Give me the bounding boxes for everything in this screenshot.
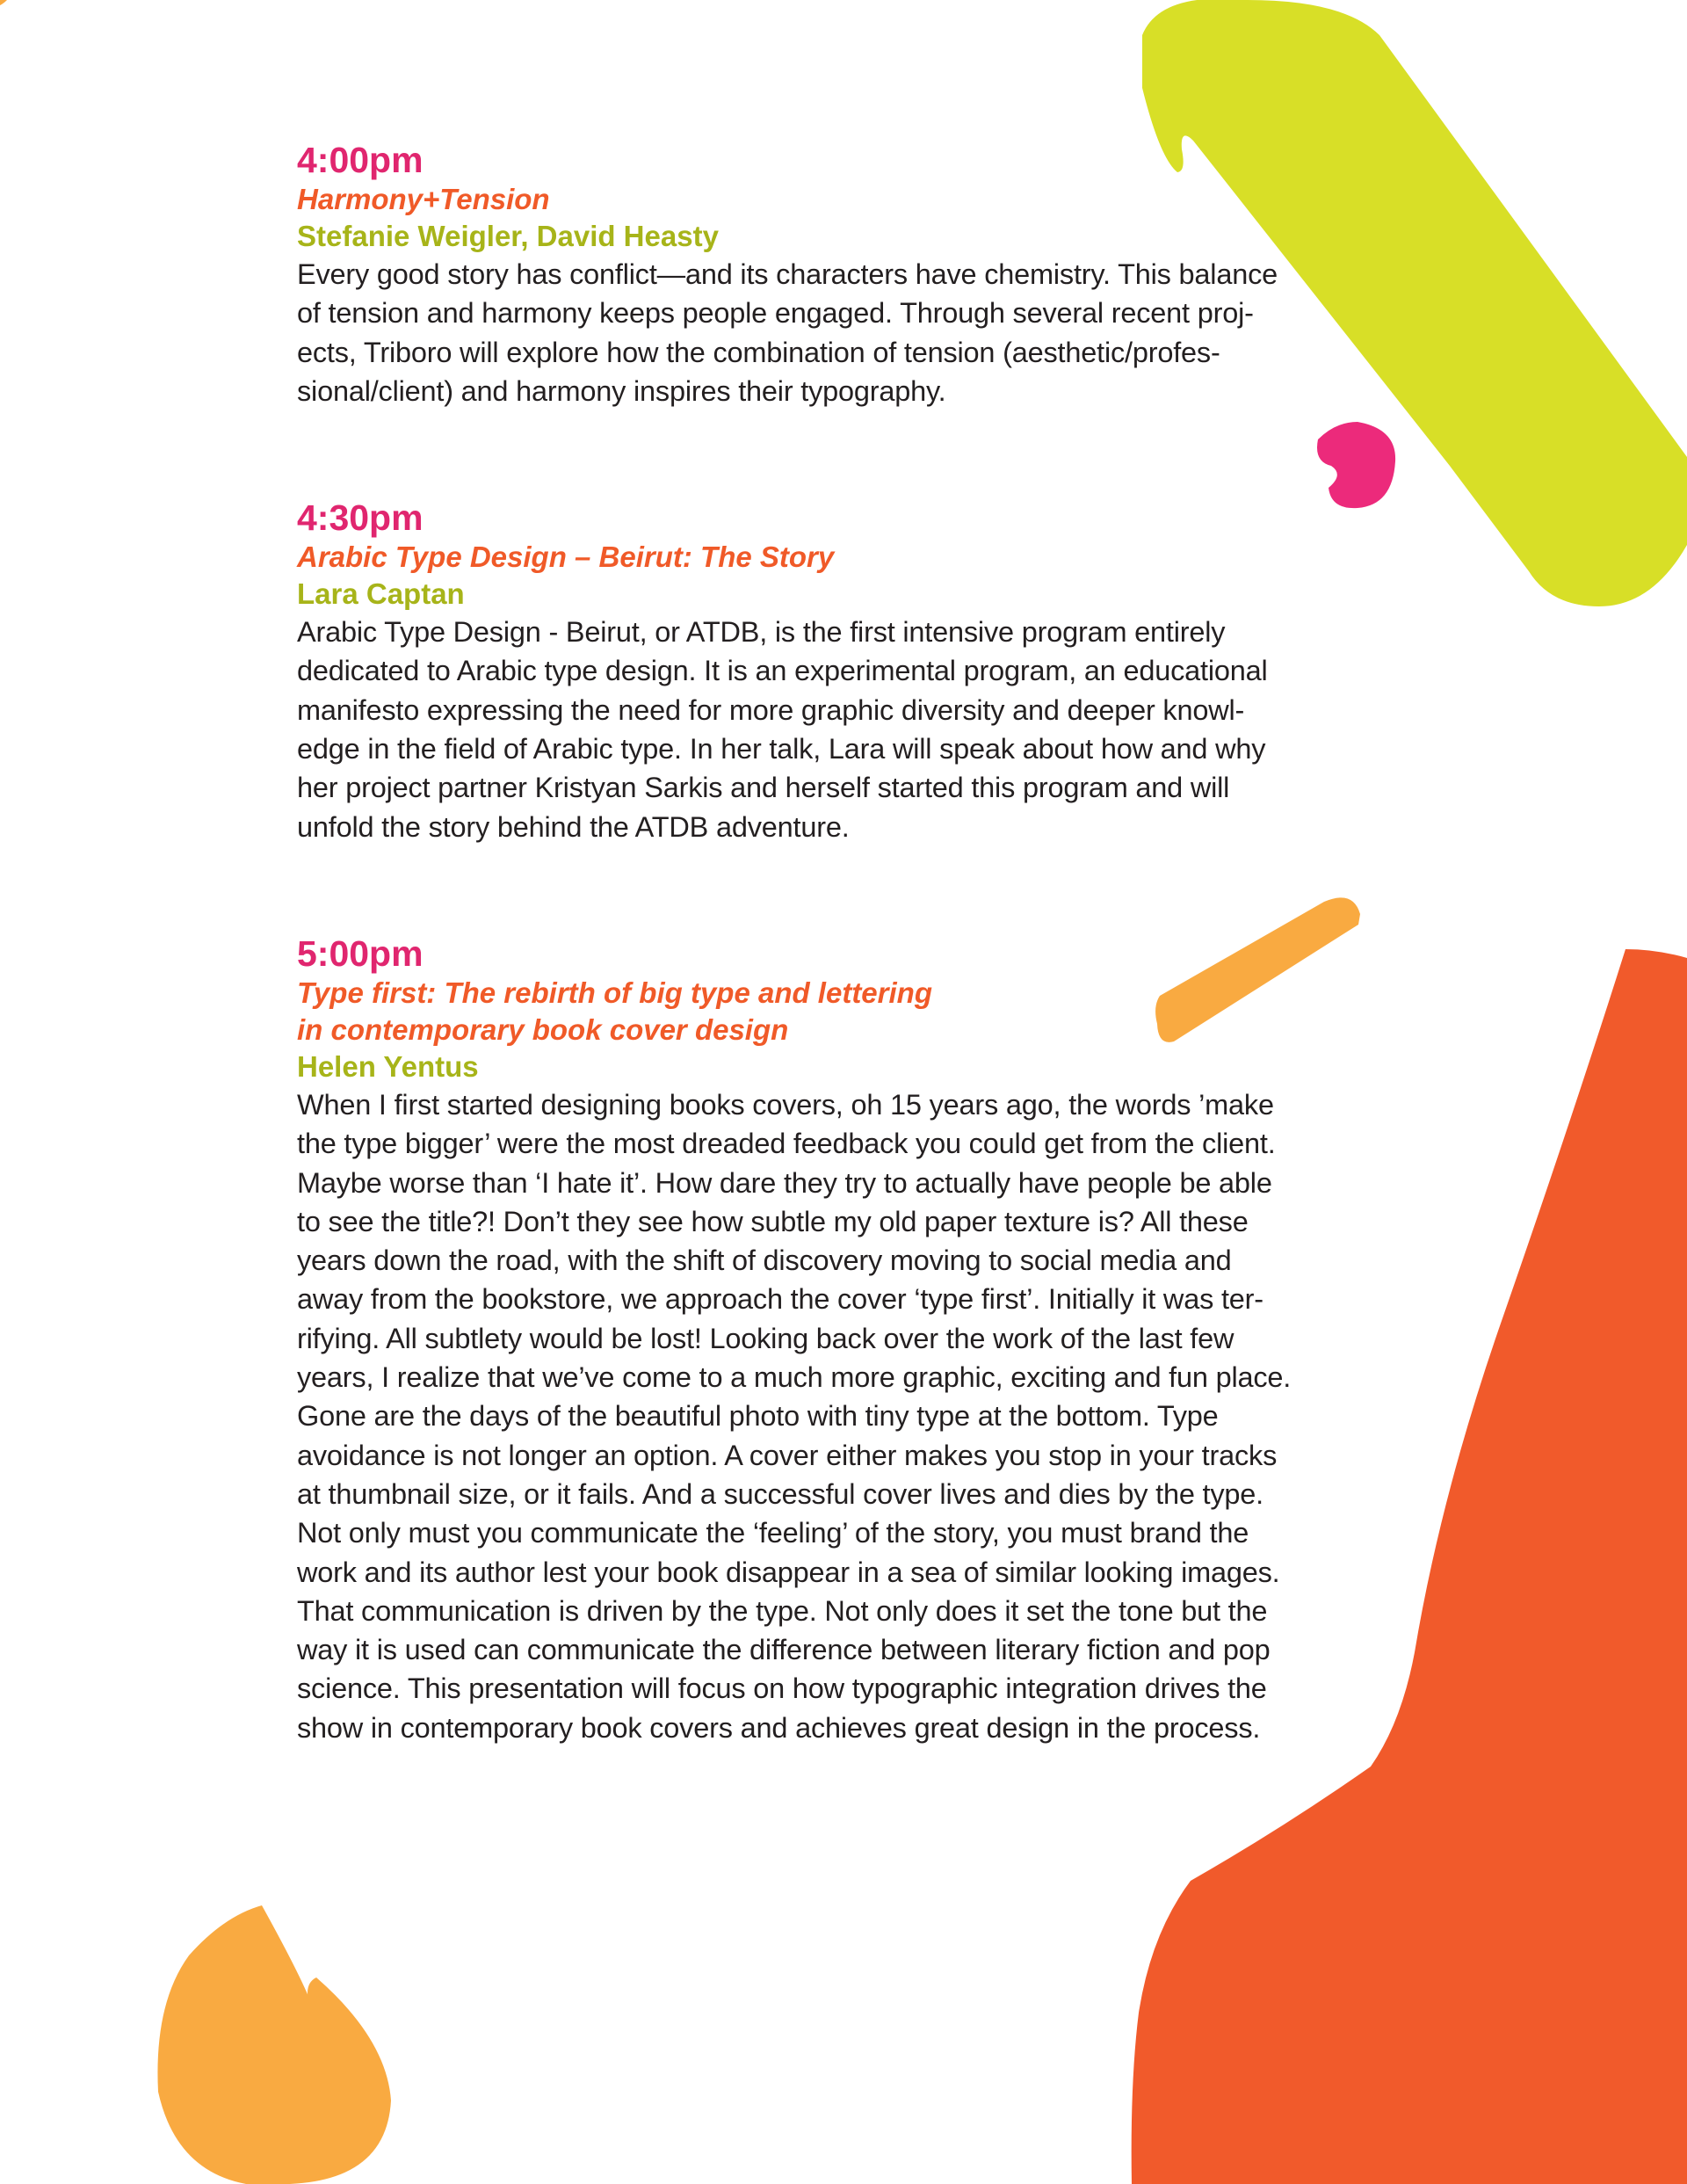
session-time: 5:00pm <box>297 932 424 974</box>
session-time: 4:30pm <box>297 497 424 539</box>
corner-blob-shape <box>0 0 7 5</box>
session-4-00pm <box>297 139 1369 410</box>
session-speakers: Helen Yentus <box>297 1049 479 1083</box>
schedule <box>297 139 1369 1747</box>
session-description: Every good story has conflict—and its characters have chemistry. This balance of tension and harmony keeps people engaged. Through several recent proj- ects, Triboro will explore how the combination of tension (aesthetic/profes- sional/client) and harmony inspires their typography. <box>297 258 1278 407</box>
session-speakers: Lara Captan <box>297 577 465 611</box>
session-speakers: Stefanie Weigler, David Heasty <box>297 220 719 252</box>
session-description: Arabic Type Design - Beirut, or ATDB, is the first intensive program entirely dedicated to Arabic type design. It is an experimental program, an educational manifesto expressing the need for more graphic diversity and deeper knowl- edge in the field of Arabic type. In her talk, Lara will speak about how and why her project partner Kristyan Sarkis and herself started this program and will unfold the story behind the ATDB adventure. <box>297 616 1268 843</box>
session-description: When I first started designing books covers, oh 15 years ago, the words ’make the type bigger’ were the most dreaded feedback you could get from the client. Maybe worse than ‘I hate it’. How dare they try to actually have people be able to see the title?! Don’t they see how subtle my old paper texture is? All these years down the road, with the shift of discovery moving to social media and away from the bookstore, we approach the cover ‘type first’. Initially it was ter- rifying. All subtlety would be lost! Looking back over the work of the last few years, I realize that we’ve come to a much more graphic, exciting and fun place. Gone are the days of the beautiful photo with tiny type at the bottom. Type avoidance is not longer an option. A cover either makes you stop in your tracks at thumbnail size, or it fails. And a successful cover lives and dies by the type. Not only must you communicate the ‘feeling’ of the story, you must brand the work and its author lest your book disappear in a sea of similar looking images. That communication is driven by the type. Not only does it set the tone but the way it is used can communicate the difference between literary fiction and pop science. This presentation will focus on how typographic integration drives the show in contemporary book covers and achieves great design in the process. <box>297 1088 1292 1744</box>
session-title: Harmony+Tension <box>297 183 550 215</box>
session-title: Type first: The rebirth of big type and lettering in contemporary book cover design <box>297 976 932 1046</box>
session-time: 4:00pm <box>297 140 424 180</box>
session-4-30pm <box>297 497 1369 846</box>
amber-blob-shape <box>157 1905 391 2184</box>
session-title: Arabic Type Design – Beirut: The Story <box>297 541 835 574</box>
session-5-00pm <box>297 932 1369 1747</box>
